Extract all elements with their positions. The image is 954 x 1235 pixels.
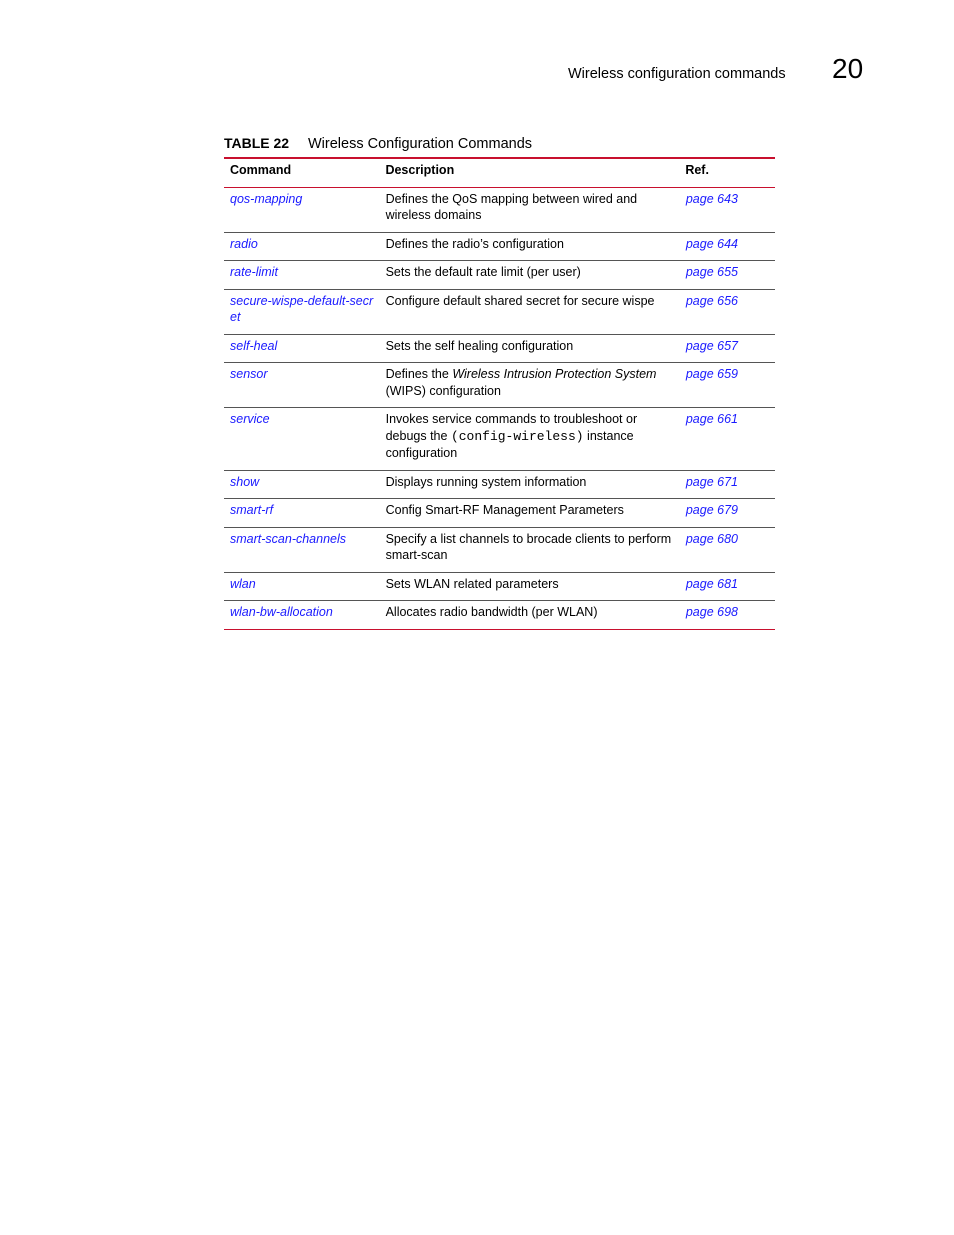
page-ref-link[interactable]: page 655 — [685, 265, 738, 279]
command-link[interactable]: show — [230, 474, 260, 489]
page-ref-link[interactable]: page 698 — [685, 605, 738, 619]
table-row — [224, 261, 775, 290]
command-link[interactable]: smart-rf — [230, 503, 274, 517]
description-code: (config-wireless) — [450, 428, 584, 444]
table-row — [224, 290, 775, 335]
page-ref-link[interactable]: page 644 — [685, 236, 738, 251]
description-cell: Invokes service commands to troubleshoot or debugs the (config-wireless) instance configuration — [385, 412, 638, 460]
description-cell: Allocates radio bandwidth (per WLAN) — [385, 605, 598, 619]
column-header-description: Description — [385, 163, 455, 177]
page-ref-link[interactable]: page 680 — [685, 531, 738, 546]
table-row — [224, 363, 775, 408]
chapter-number: 20 — [832, 53, 864, 84]
table-row — [224, 188, 775, 233]
table-title: Wireless Configuration Commands — [308, 136, 533, 152]
description-cell: Specify a list channels to brocade clients to perform smart-scan — [385, 531, 672, 562]
table-row — [224, 233, 775, 262]
table-row — [224, 528, 775, 573]
table-row — [224, 335, 775, 364]
column-header-command: Command — [230, 163, 292, 177]
table-label: TABLE 22 — [224, 135, 290, 151]
commands-table — [224, 157, 775, 630]
description-cell: Defines the QoS mapping between wired and wireless domains — [385, 191, 638, 222]
description-cell: Sets WLAN related parameters — [385, 576, 559, 591]
page-ref-link[interactable]: page 661 — [685, 412, 738, 426]
page-ref-link[interactable]: page 657 — [685, 338, 738, 353]
description-cell: Sets the default rate limit (per user) — [385, 265, 581, 279]
page-ref-link[interactable]: page 681 — [685, 576, 738, 591]
command-link[interactable]: rate-limit — [230, 265, 278, 279]
description-cell: Defines the Wireless Intrusion Protection System (WIPS) configuration — [385, 367, 657, 398]
description-cell: Defines the radio’s configuration — [385, 236, 564, 251]
description-cell: Config Smart-RF Management Parameters — [385, 503, 624, 517]
description-cell: Sets the self healing configuration — [385, 338, 574, 353]
table-row — [224, 408, 775, 471]
command-link[interactable]: radio — [230, 236, 258, 251]
command-link[interactable]: wlan-bw-allocation — [230, 605, 333, 619]
command-link[interactable]: self-heal — [230, 338, 278, 353]
column-header-ref: Ref. — [685, 163, 709, 177]
command-link[interactable]: wlan — [230, 576, 256, 591]
table-header-row — [224, 159, 775, 188]
page-ref-link[interactable]: page 659 — [685, 367, 738, 381]
description-emphasis: Wireless Intrusion Protection System — [452, 367, 657, 381]
page-ref-link[interactable]: page 643 — [685, 191, 738, 206]
page-ref-link[interactable]: page 671 — [685, 474, 738, 489]
page-ref-link[interactable]: page 656 — [685, 293, 738, 308]
table-row — [224, 601, 775, 629]
table-caption — [224, 135, 532, 152]
command-link[interactable]: smart-scan-channels — [230, 531, 347, 546]
command-link[interactable]: service — [230, 412, 270, 426]
description-cell: Displays running system information — [385, 474, 587, 489]
table-row — [224, 573, 775, 602]
table-row — [224, 471, 775, 500]
page-ref-link[interactable]: page 679 — [685, 503, 738, 517]
description-cell: Configure default shared secret for secure wispe — [385, 293, 655, 308]
command-link[interactable]: qos-mapping — [230, 191, 303, 206]
running-header-title: Wireless configuration commands — [568, 66, 786, 82]
command-link[interactable]: secure-wispe-default-secret — [230, 293, 374, 324]
command-link[interactable]: sensor — [230, 367, 268, 381]
table-row — [224, 499, 775, 528]
